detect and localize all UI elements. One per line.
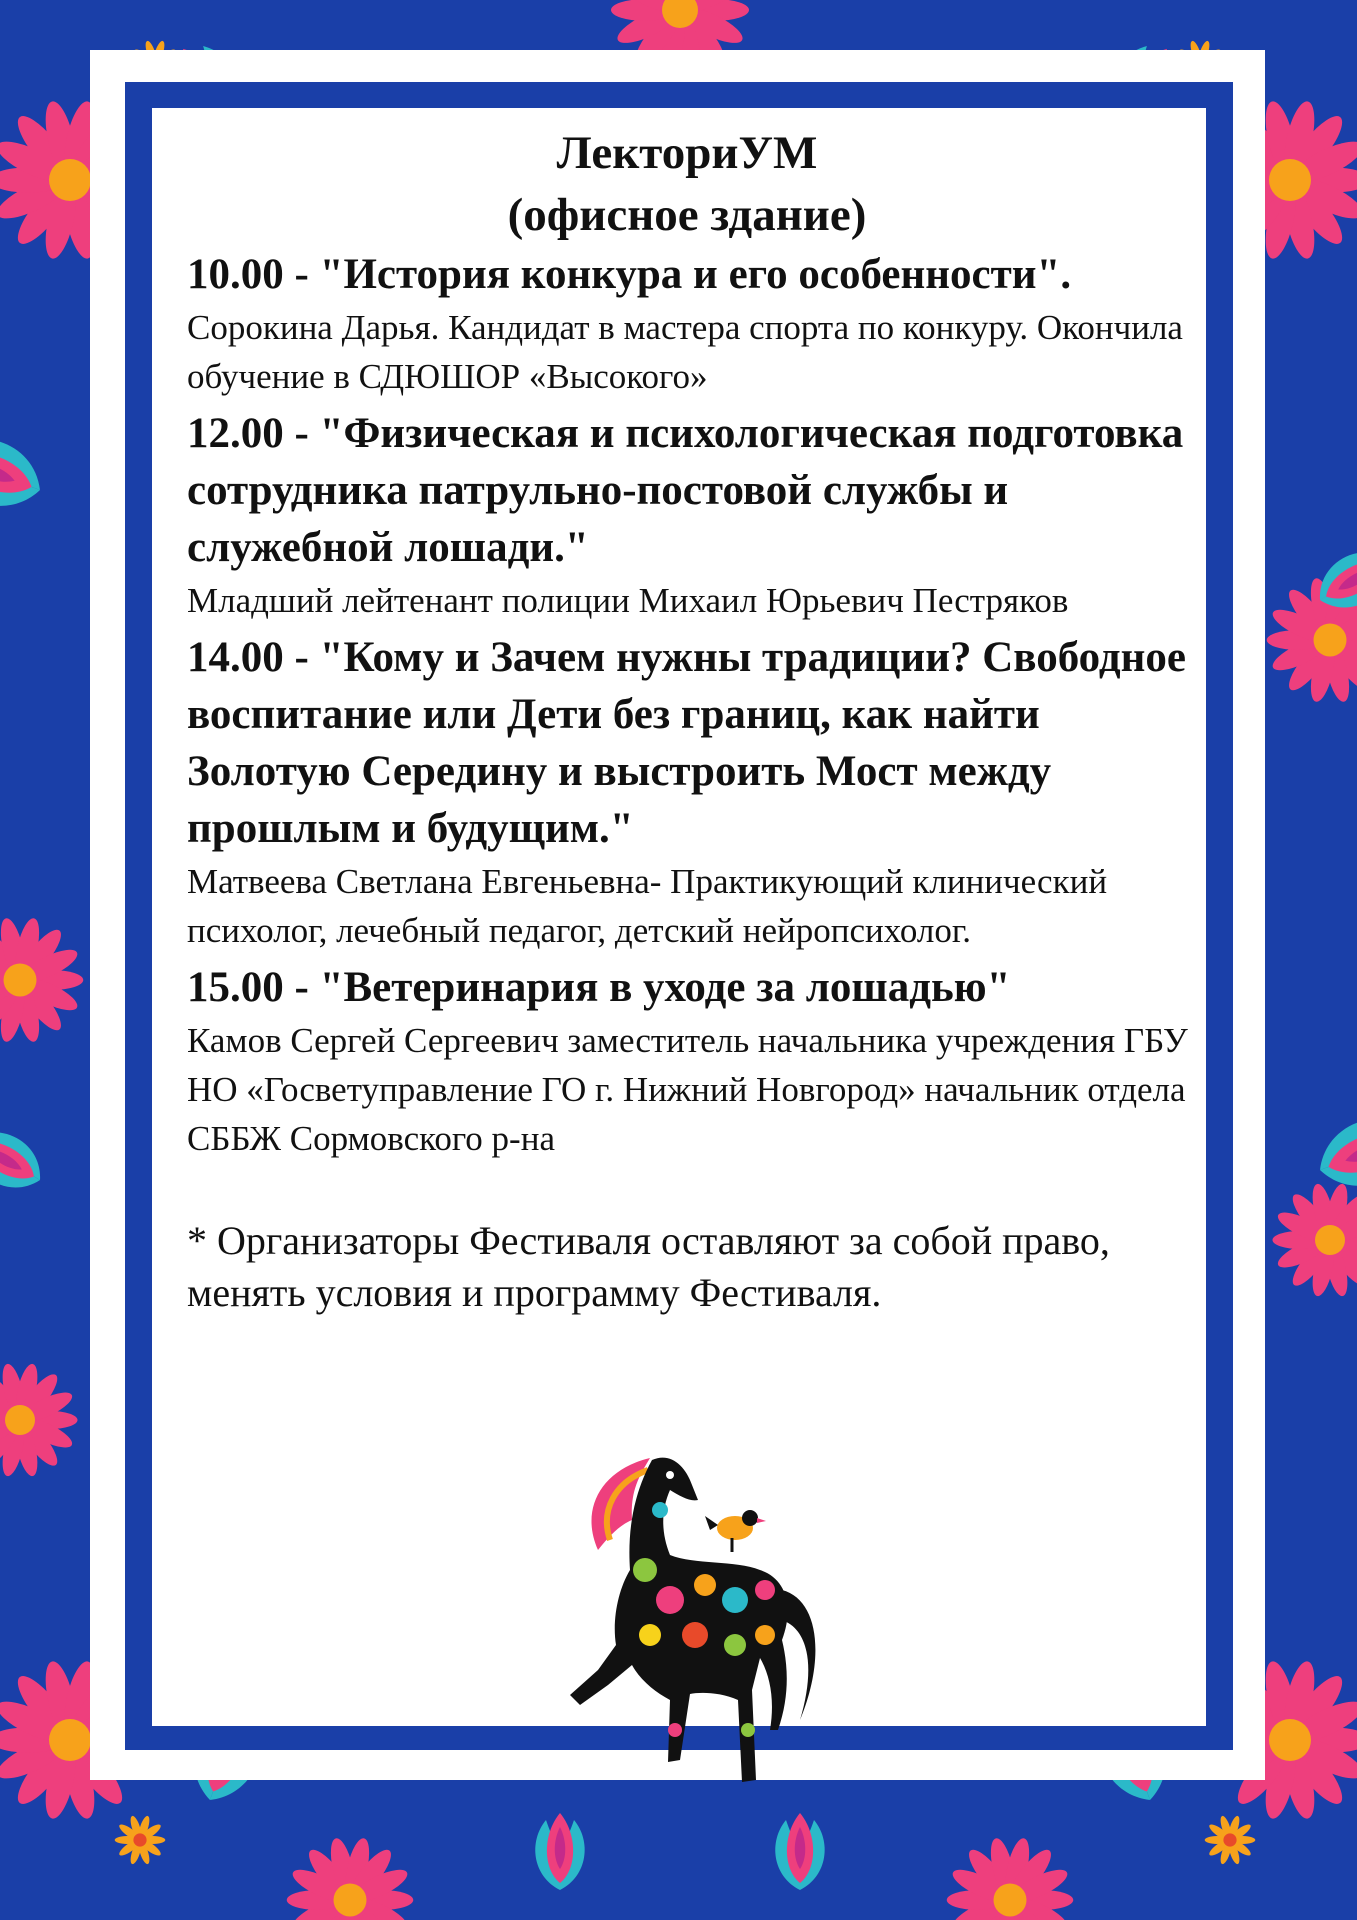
folk-horse-illustration (520, 1430, 850, 1810)
talk-heading: 15.00 - "Ветеринария в уходе за лошадью" (187, 964, 1011, 1011)
organizers-note: * Организаторы Фестиваля оставляют за собой право, менять условия и программу Фестиваля. (187, 1218, 1110, 1315)
horse-flower (633, 1558, 657, 1582)
horse-flower (639, 1624, 661, 1646)
flower-icon (947, 1836, 1074, 1920)
talk-speaker: Сорокина Дарья. Кандидат в мастера спорта по конкуру. Окончила обучение в СДЮШОР «Высокого» (187, 308, 1183, 396)
talk-item (187, 405, 1207, 625)
flower-icon (0, 1362, 78, 1478)
horse-tail (782, 1590, 815, 1720)
page-subtitle: (офисное здание) (507, 189, 867, 241)
talk-speaker: Матвеева Светлана Евгеньевна- Практикующий клинический психолог, лечебный педагог, детский нейропсихолог. (187, 862, 1108, 950)
talk-heading: 12.00 - "Физическая и психологическая подготовка сотрудника патрульно-постовой службы и служебной лошади." (187, 410, 1184, 571)
flower-icon (1205, 1815, 1256, 1866)
flower-icon (1273, 1182, 1357, 1298)
talk-item (187, 246, 1207, 401)
horse-flower (755, 1625, 775, 1645)
talk-speaker: Камов Сергей Сергеевич заместитель начальника учреждения ГБУ НО «Госветуправление ГО г. Нижний Новгород» начальник отдела СББЖ Сормовского р-на (187, 1021, 1188, 1158)
horse-flower (694, 1574, 716, 1596)
flower-icon (115, 1815, 166, 1866)
talk-item (187, 629, 1207, 955)
tulip-icon (775, 1813, 824, 1890)
tulip-icon (0, 426, 51, 520)
tulip-icon (0, 1120, 52, 1201)
horse-flower (722, 1587, 748, 1613)
talk-speaker: Младший лейтенант полиции Михаил Юрьевич Пестряков (187, 581, 1069, 620)
horse-flower (652, 1502, 668, 1518)
page-title: ЛекториУМ (556, 127, 818, 179)
horse-flower (741, 1723, 755, 1737)
horse-flower (724, 1634, 746, 1656)
flower-icon (0, 916, 83, 1044)
lecture-program (187, 122, 1207, 1359)
talk-item (187, 959, 1207, 1163)
bird-icon (705, 1510, 766, 1552)
horse-flower (755, 1580, 775, 1600)
horse-flower (682, 1622, 708, 1648)
talk-heading: 14.00 - "Кому и Зачем нужны традиции? Свободное воспитание или Дети без границ, как найти Золотую Середину и выстроить Мост между прошлым и будущим." (187, 634, 1187, 852)
horse-flower (656, 1586, 684, 1614)
horse-flower (668, 1723, 682, 1737)
talk-heading: 10.00 - "История конкура и его особенности". (187, 251, 1072, 298)
horse-eye (666, 1471, 674, 1479)
flower-icon (287, 1836, 414, 1920)
tulip-icon (535, 1813, 584, 1890)
